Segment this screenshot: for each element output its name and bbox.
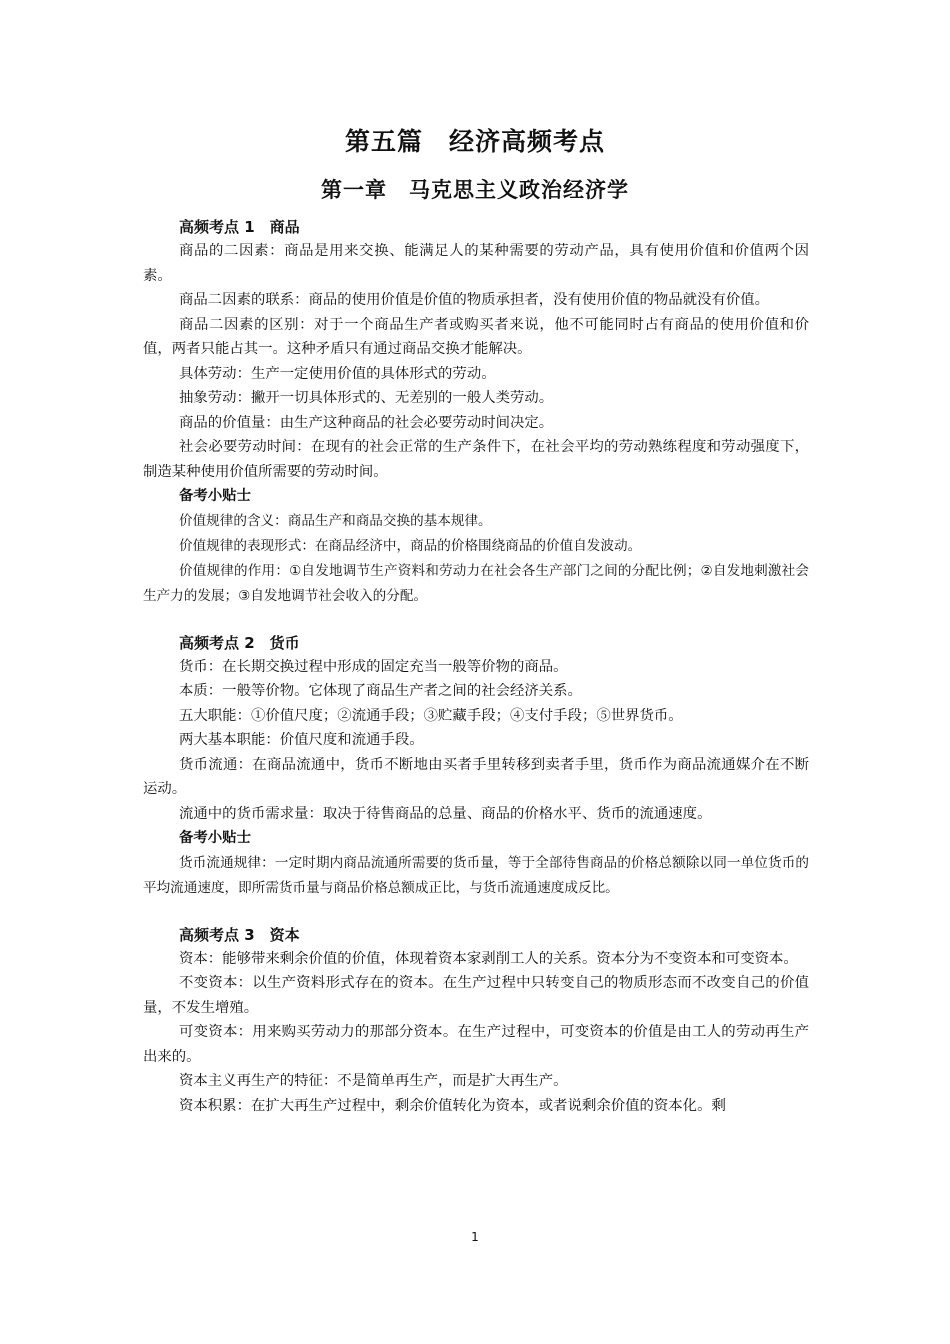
- tip-heading: 备考小贴士: [179, 830, 251, 846]
- document-body: [143, 215, 809, 1118]
- section-3: [143, 923, 809, 1119]
- section-2: [143, 631, 809, 901]
- paragraph: 本质：一般等价物。它体现了商品生产者之间的社会经济关系。: [179, 683, 582, 699]
- section-1: [143, 215, 809, 609]
- paragraph: 货币流通：在商品流通中，货币不断地由买者手里转移到卖者手里，货币作为商品流通媒介在不断运动。: [143, 756, 809, 797]
- section-heading: 高频考点 2 货币: [179, 633, 300, 652]
- section-heading: 高频考点 1 商品: [179, 218, 300, 236]
- tip-paragraph: 价值规律的作用：①自发地调节生产资料和劳动力在社会各生产部门之间的分配比例；②自发地刺激社会生产力的发展；③自发地调节社会收入的分配。: [143, 562, 809, 604]
- paragraph: 社会必要劳动时间：在现有的社会正常的生产条件下，在社会平均的劳动熟练程度和劳动强度下，制造某种使用价值所需要的劳动时间。: [143, 439, 809, 480]
- paragraph: 不变资本：以生产资料形式存在的资本。在生产过程中只转变自己的物质形态而不改变自己的价值量，不发生增殖。: [143, 975, 809, 1016]
- paragraph: 资本积累：在扩大再生产过程中，剩余价值转化为资本，或者说剩余价值的资本化。剩: [179, 1097, 726, 1114]
- paragraph: 资本主义再生产的特征：不是简单再生产，而是扩大再生产。: [179, 1073, 568, 1089]
- part-title: 第五篇 经济高频考点: [344, 127, 605, 156]
- tip-paragraph: 价值规律的含义：商品生产和商品交换的基本规律。: [179, 512, 492, 529]
- paragraph: 商品二因素的区别：对于一个商品生产者或购买者来说，他不可能同时占有商品的使用价值和价值，两者只能占其一。这种矛盾只有通过商品交换才能解决。: [143, 316, 809, 357]
- tip-paragraph: 价值规律的表现形式：在商品经济中，商品的价格围绕商品的价值自发波动。: [179, 537, 642, 554]
- page-number: 1: [471, 1230, 479, 1244]
- paragraph: 商品的价值量：由生产这种商品的社会必要劳动时间决定。: [179, 414, 554, 431]
- paragraph: 商品的二因素：商品是用来交换、能满足人的某种需要的劳动产品，具有使用价值和价值两个因素。: [143, 243, 809, 284]
- paragraph: 资本：能够带来剩余价值的价值，体现着资本家剥削工人的关系。资本分为不变资本和可变资本。: [179, 950, 798, 967]
- paragraph: 流通中的货币需求量：取决于待售商品的总量、商品的价格水平、货币的流通速度。: [179, 805, 712, 822]
- paragraph: 两大基本职能：价值尺度和流通手段。: [179, 732, 424, 748]
- paragraph: 具体劳动：生产一定使用价值的具体形式的劳动。: [179, 365, 496, 382]
- tip-heading: 备考小贴士: [179, 488, 251, 504]
- paragraph: 商品二因素的联系：商品的使用价值是价值的物质承担者，没有使用价值的物品就没有价值。: [179, 292, 770, 308]
- chapter-title: 第一章 马克思主义政治经济学: [321, 178, 629, 202]
- paragraph: 五大职能：①价值尺度；②流通手段；③贮藏手段；④支付手段；⑤世界货币。: [179, 707, 683, 724]
- paragraph: 抽象劳动：撇开一切具体形式的、无差别的一般人类劳动。: [179, 390, 554, 406]
- paragraph: 可变资本：用来购买劳动力的那部分资本。在生产过程中，可变资本的价值是由工人的劳动再生产出来的。: [143, 1024, 809, 1065]
- paragraph: 货币：在长期交换过程中形成的固定充当一般等价物的商品。: [179, 658, 568, 675]
- section-heading: 高频考点 3 资本: [179, 925, 300, 944]
- tip-paragraph: 货币流通规律：一定时期内商品流通所需要的货币量，等于全部待售商品的价格总额除以同一单位货币的平均流通速度，即所需货币量与商品价格总额成正比，与货币流通速度成反比。: [143, 854, 809, 896]
